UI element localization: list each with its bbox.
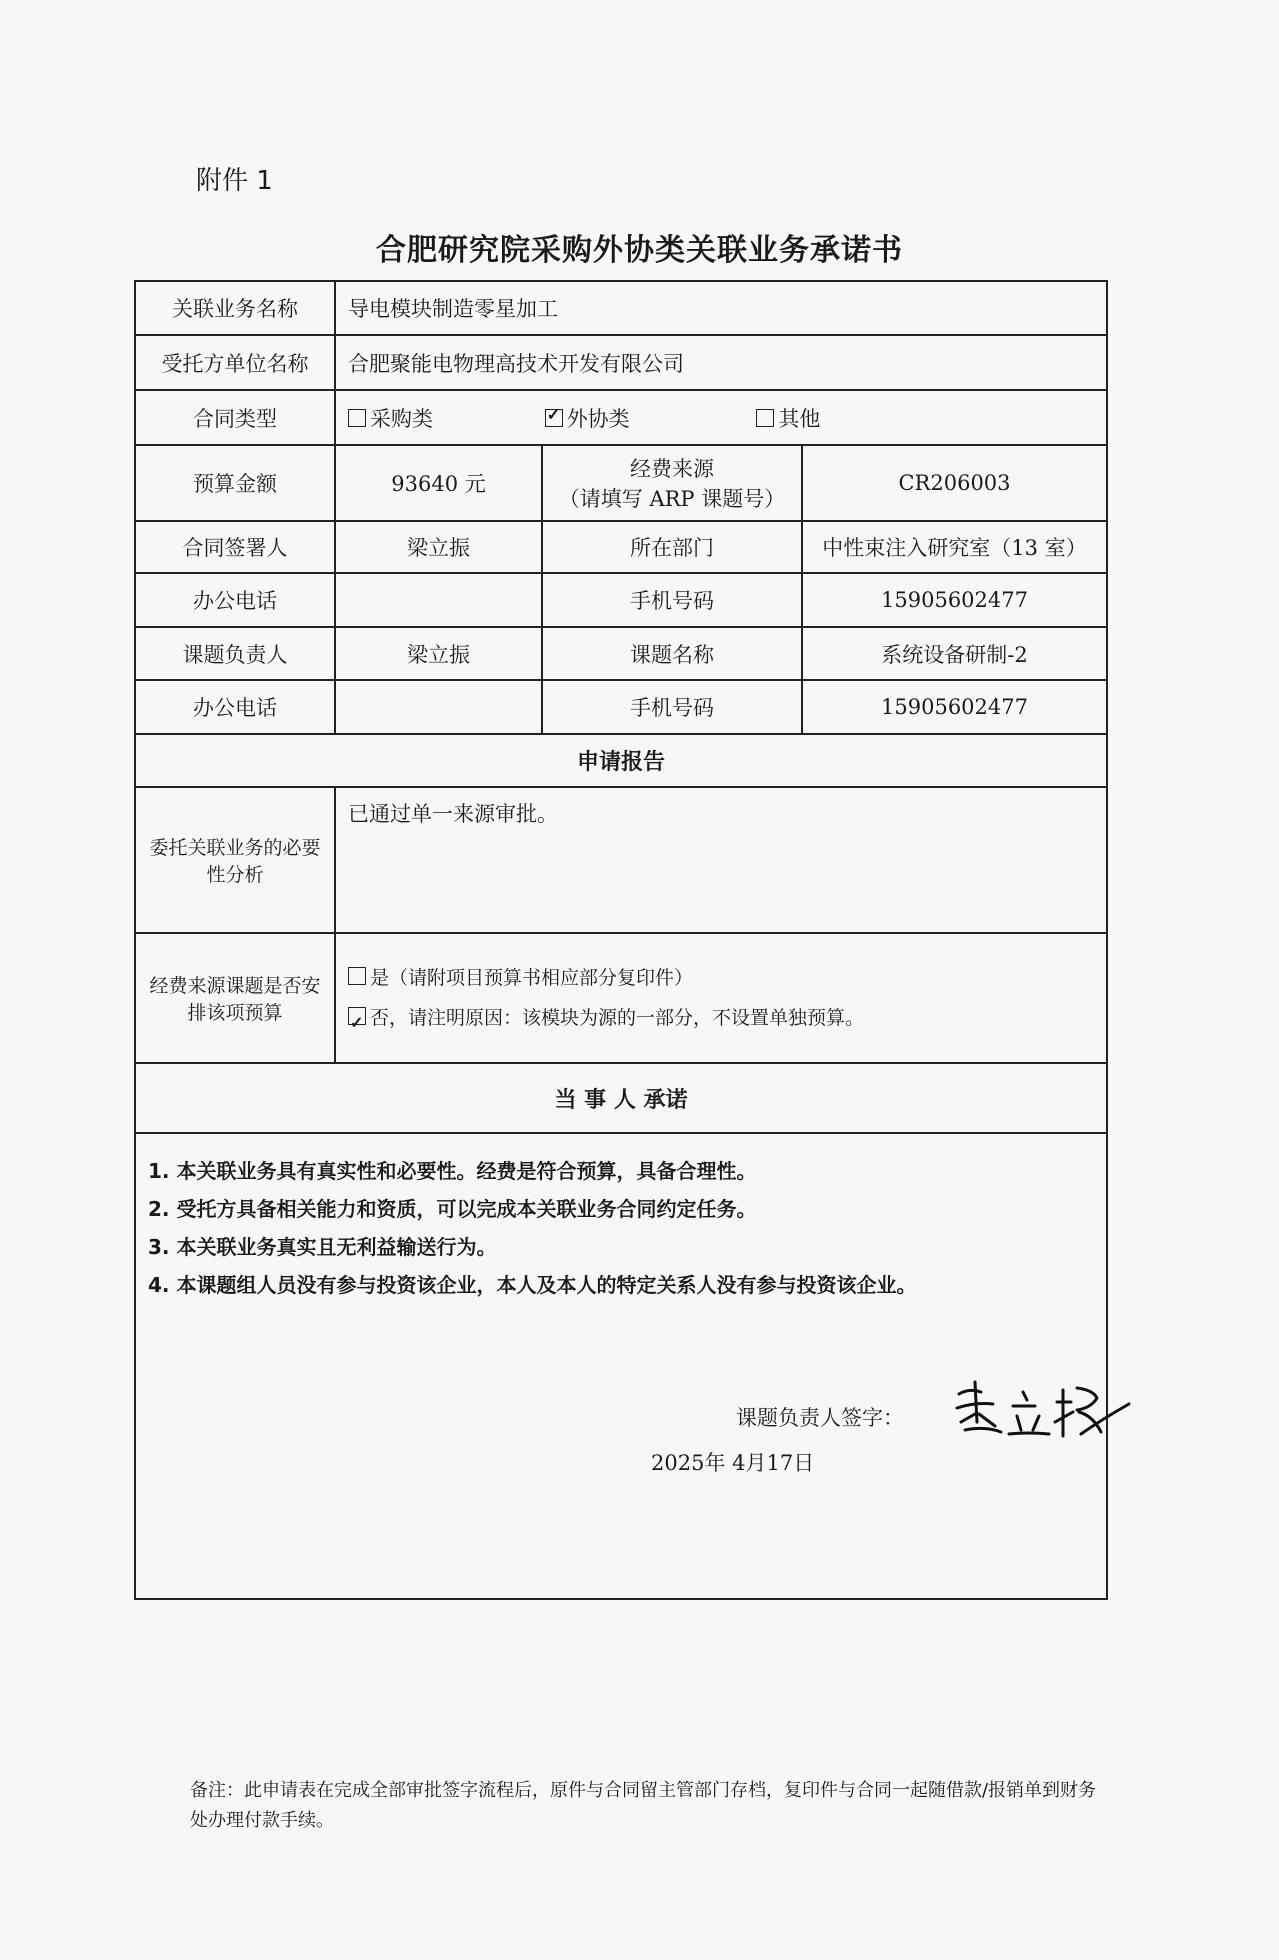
mobile2-label: 手机号码 (542, 680, 802, 734)
pledge-item: 1. 本关联业务具有真实性和必要性。经费是符合预算，具备合理性。 (148, 1159, 757, 1183)
checkbox-budget-yes (348, 967, 366, 985)
pledge-cell (135, 1133, 1107, 1599)
pi-label: 课题负责人 (135, 627, 335, 680)
contractor-value: 合肥聚能电物理高技术开发有限公司 (335, 335, 1107, 390)
option-purchase: 采购类 (348, 403, 538, 433)
signature-label: 课题负责人签字： (736, 1406, 904, 1430)
office-phone2-label: 办公电话 (135, 680, 335, 734)
document-title: 合肥研究院采购外协类关联业务承诺书 (376, 233, 903, 268)
budget-label: 预算金额 (135, 445, 335, 521)
budget-no-option: ✓否，请注明原因：该模块为源的一部分，不设置单独预算。 (348, 998, 1098, 1038)
pledge-item: 4. 本课题组人员没有参与投资该企业，本人及本人的特定关系人没有参与投资该企业。 (148, 1273, 917, 1297)
business-name-value: 导电模块制造零星加工 (335, 281, 1107, 335)
option-other: 其他 (756, 403, 820, 433)
footer-note: 备注：此申请表在完成全部审批签字流程后，原件与合同留主管部门存档，复印件与合同一起随借款/报销单到财务处办理付款手续。 (190, 1780, 1097, 1831)
budget-yes-option: 是（请附项目预算书相应部分复印件） (348, 958, 1098, 998)
business-name-label: 关联业务名称 (135, 281, 335, 335)
report-header: 申请报告 (135, 734, 1107, 787)
necessity-label: 委托关联业务的必要性分析 (135, 787, 335, 933)
signer-value: 梁立振 (335, 521, 542, 573)
handwritten-signature (951, 1372, 1141, 1452)
checkbox-purchase (348, 409, 366, 427)
necessity-value: 已通过单一来源审批。 (335, 787, 1107, 933)
mobile-value: 15905602477 (802, 573, 1107, 627)
office-phone2-value (335, 680, 542, 734)
pi-value: 梁立振 (335, 627, 542, 680)
contractor-label: 受托方单位名称 (135, 335, 335, 390)
office-phone-label: 办公电话 (135, 573, 335, 627)
checkbox-outsource (545, 409, 563, 427)
pledge-item: 2. 受托方具备相关能力和资质，可以完成本关联业务合同约定任务。 (148, 1197, 757, 1221)
fund-source-label: 经费来源 （请填写 ARP 课题号） (542, 445, 802, 521)
dept-value: 中性束注入研究室（13 室） (802, 521, 1107, 573)
contract-type-options (335, 390, 1107, 445)
dept-label: 所在部门 (542, 521, 802, 573)
fund-source-value: CR206003 (802, 445, 1107, 521)
mobile-label: 手机号码 (542, 573, 802, 627)
contract-type-label: 合同类型 (135, 390, 335, 445)
pledge-list (148, 1152, 1094, 1304)
signature-date: 2025年 4月17日 (651, 1451, 815, 1475)
pledge-item: 3. 本关联业务真实且无利益输送行为。 (148, 1235, 497, 1259)
office-phone-value (335, 573, 542, 627)
mobile2-value: 15905602477 (802, 680, 1107, 734)
annex-label: 附件 1 (196, 166, 273, 196)
project-name-label: 课题名称 (542, 627, 802, 680)
pledge-header: 当 事 人 承诺 (135, 1063, 1107, 1133)
signer-label: 合同签署人 (135, 521, 335, 573)
budget-value: 93640 元 (335, 445, 542, 521)
budget-arranged-options (335, 933, 1107, 1063)
budget-arranged-label: 经费来源课题是否安排该项预算 (135, 933, 335, 1063)
commitment-form (134, 280, 1108, 1600)
checkbox-budget-no (348, 1007, 366, 1025)
project-name-value: 系统设备研制-2 (802, 627, 1107, 680)
checkbox-other (756, 409, 774, 427)
option-outsource: ✓ 外协类 (545, 403, 750, 433)
